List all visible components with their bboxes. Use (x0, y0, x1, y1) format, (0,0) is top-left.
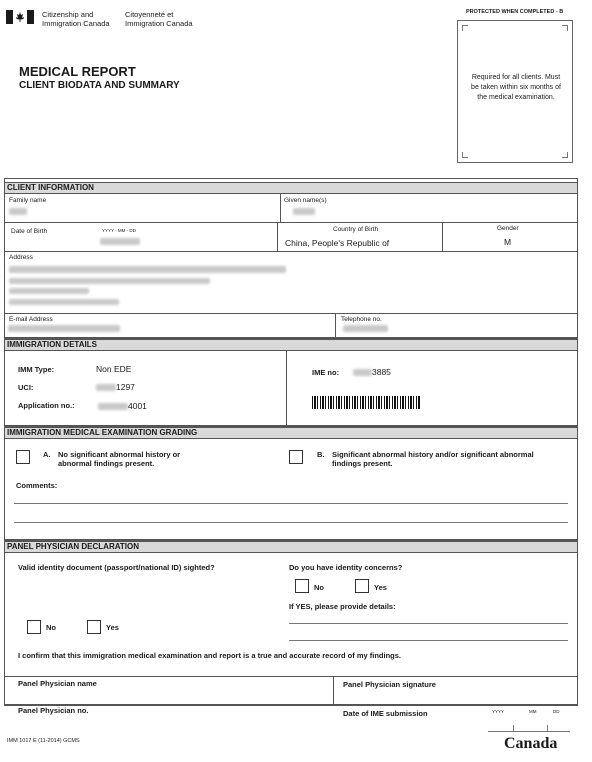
identity-concerns-question: Do you have identity concerns? (289, 563, 403, 572)
address-line-1[interactable] (9, 266, 286, 273)
dob-value[interactable] (100, 238, 140, 245)
department-name-en: Citizenship and Immigration Canada (42, 10, 110, 28)
imm-type-value[interactable]: Non EDE (96, 364, 132, 374)
address-line-2[interactable] (9, 278, 210, 284)
family-name-label: Family name (9, 197, 47, 204)
identity-no-checkbox[interactable] (295, 579, 309, 593)
gender-label: Gender (497, 225, 519, 232)
date-yyyy-label: YYYY (492, 709, 505, 714)
imm-type-label: IMM Type: (18, 365, 55, 374)
given-names-value[interactable] (293, 208, 315, 215)
physician-no-label: Panel Physician no. (18, 706, 89, 715)
grading-b-text: Significant abnormal history and/or significant abnormal findings present. (332, 450, 534, 468)
identity-details-line-2[interactable] (289, 640, 568, 641)
identity-details-line-1[interactable] (289, 623, 568, 624)
identity-yes-label: Yes (374, 583, 387, 592)
section-client-information: CLIENT INFORMATION (4, 182, 578, 194)
country-label: Country of Birth (333, 226, 379, 233)
date-dd-label: DD (553, 709, 560, 714)
physician-signature-label: Panel Physician signature (343, 680, 436, 689)
protected-label: PROTECTED WHEN COMPLETED - B (466, 9, 564, 15)
section-immigration-details: IMMIGRATION DETAILS (4, 339, 578, 351)
gender-value[interactable]: M (504, 237, 512, 247)
grading-b-letter: B. (317, 450, 325, 459)
id-sighted-no-label: No (46, 623, 56, 632)
canada-flag-icon (6, 10, 34, 24)
grading-a-text: No significant abnormal history or abnormal findings present. (58, 450, 181, 468)
id-sighted-no-checkbox[interactable] (27, 620, 41, 634)
section-declaration: PANEL PHYSICIAN DECLARATION (4, 541, 578, 553)
uci-redacted (96, 384, 116, 391)
phone-label: Telephone no. (341, 316, 382, 323)
address-label: Address (9, 254, 33, 261)
application-no-redacted (98, 403, 128, 410)
ime-date-input[interactable] (488, 731, 570, 732)
section-grading: IMMIGRATION MEDICAL EXAMINATION GRADING (4, 427, 578, 439)
address-line-3[interactable] (9, 288, 89, 294)
department-name-fr: Citoyenneté et Immigration Canada (125, 10, 193, 28)
photo-box (457, 20, 573, 163)
ime-no-label: IME no: (312, 368, 340, 377)
dob-format-hint: YYYY - MM - DD (102, 228, 136, 233)
country-value[interactable]: China, People's Republic of (285, 238, 390, 248)
id-sighted-yes-checkbox[interactable] (87, 620, 101, 634)
immigration-frame (4, 338, 578, 426)
comments-label: Comments: (16, 481, 58, 490)
uci-value[interactable]: 1297 (116, 382, 135, 392)
uci-label: UCI: (18, 383, 34, 392)
identity-no-label: No (314, 583, 324, 592)
grading-a-checkbox[interactable] (16, 450, 30, 464)
date-mm-label: MM (529, 709, 537, 714)
given-names-label: Given name(s) (284, 197, 327, 204)
physician-name-label: Panel Physician name (18, 679, 97, 688)
id-sighted-yes-label: Yes (106, 623, 119, 632)
application-no-value[interactable]: 4001 (128, 401, 147, 411)
form-title: MEDICAL REPORT (19, 64, 136, 79)
ime-no-value[interactable]: 3885 (372, 367, 391, 377)
family-name-value[interactable] (9, 208, 27, 215)
ime-no-redacted (353, 369, 372, 376)
dob-label: Date of Birth (11, 228, 48, 235)
canada-wordmark: Canada (504, 735, 558, 752)
address-line-4[interactable] (9, 299, 119, 305)
phone-value[interactable] (343, 325, 388, 332)
barcode (312, 396, 420, 409)
grading-b-checkbox[interactable] (289, 450, 303, 464)
comments-line-1[interactable] (14, 503, 568, 504)
ime-submission-date-label: Date of IME submission (343, 709, 428, 718)
id-sighted-question: Valid identity document (passport/national ID) sighted? (18, 563, 215, 572)
identity-yes-checkbox[interactable] (355, 579, 369, 593)
form-identifier: IMM 1017 E (11-2014) GCMS (7, 738, 80, 744)
comments-line-2[interactable] (14, 522, 568, 523)
grading-a-letter: A. (43, 450, 51, 459)
email-value[interactable] (8, 325, 120, 332)
application-no-label: Application no.: (18, 401, 75, 410)
photo-note: Required for all clients. Must be taken within six months of the medical examination. (471, 74, 561, 101)
if-yes-details-label: If YES, please provide details: (289, 602, 396, 611)
email-label: E-mail Address (9, 316, 53, 323)
form-subtitle: CLIENT BIODATA AND SUMMARY (19, 80, 180, 91)
confirmation-statement: I confirm that this immigration medical examination and report is a true and accurate record of my findings. (18, 651, 401, 660)
